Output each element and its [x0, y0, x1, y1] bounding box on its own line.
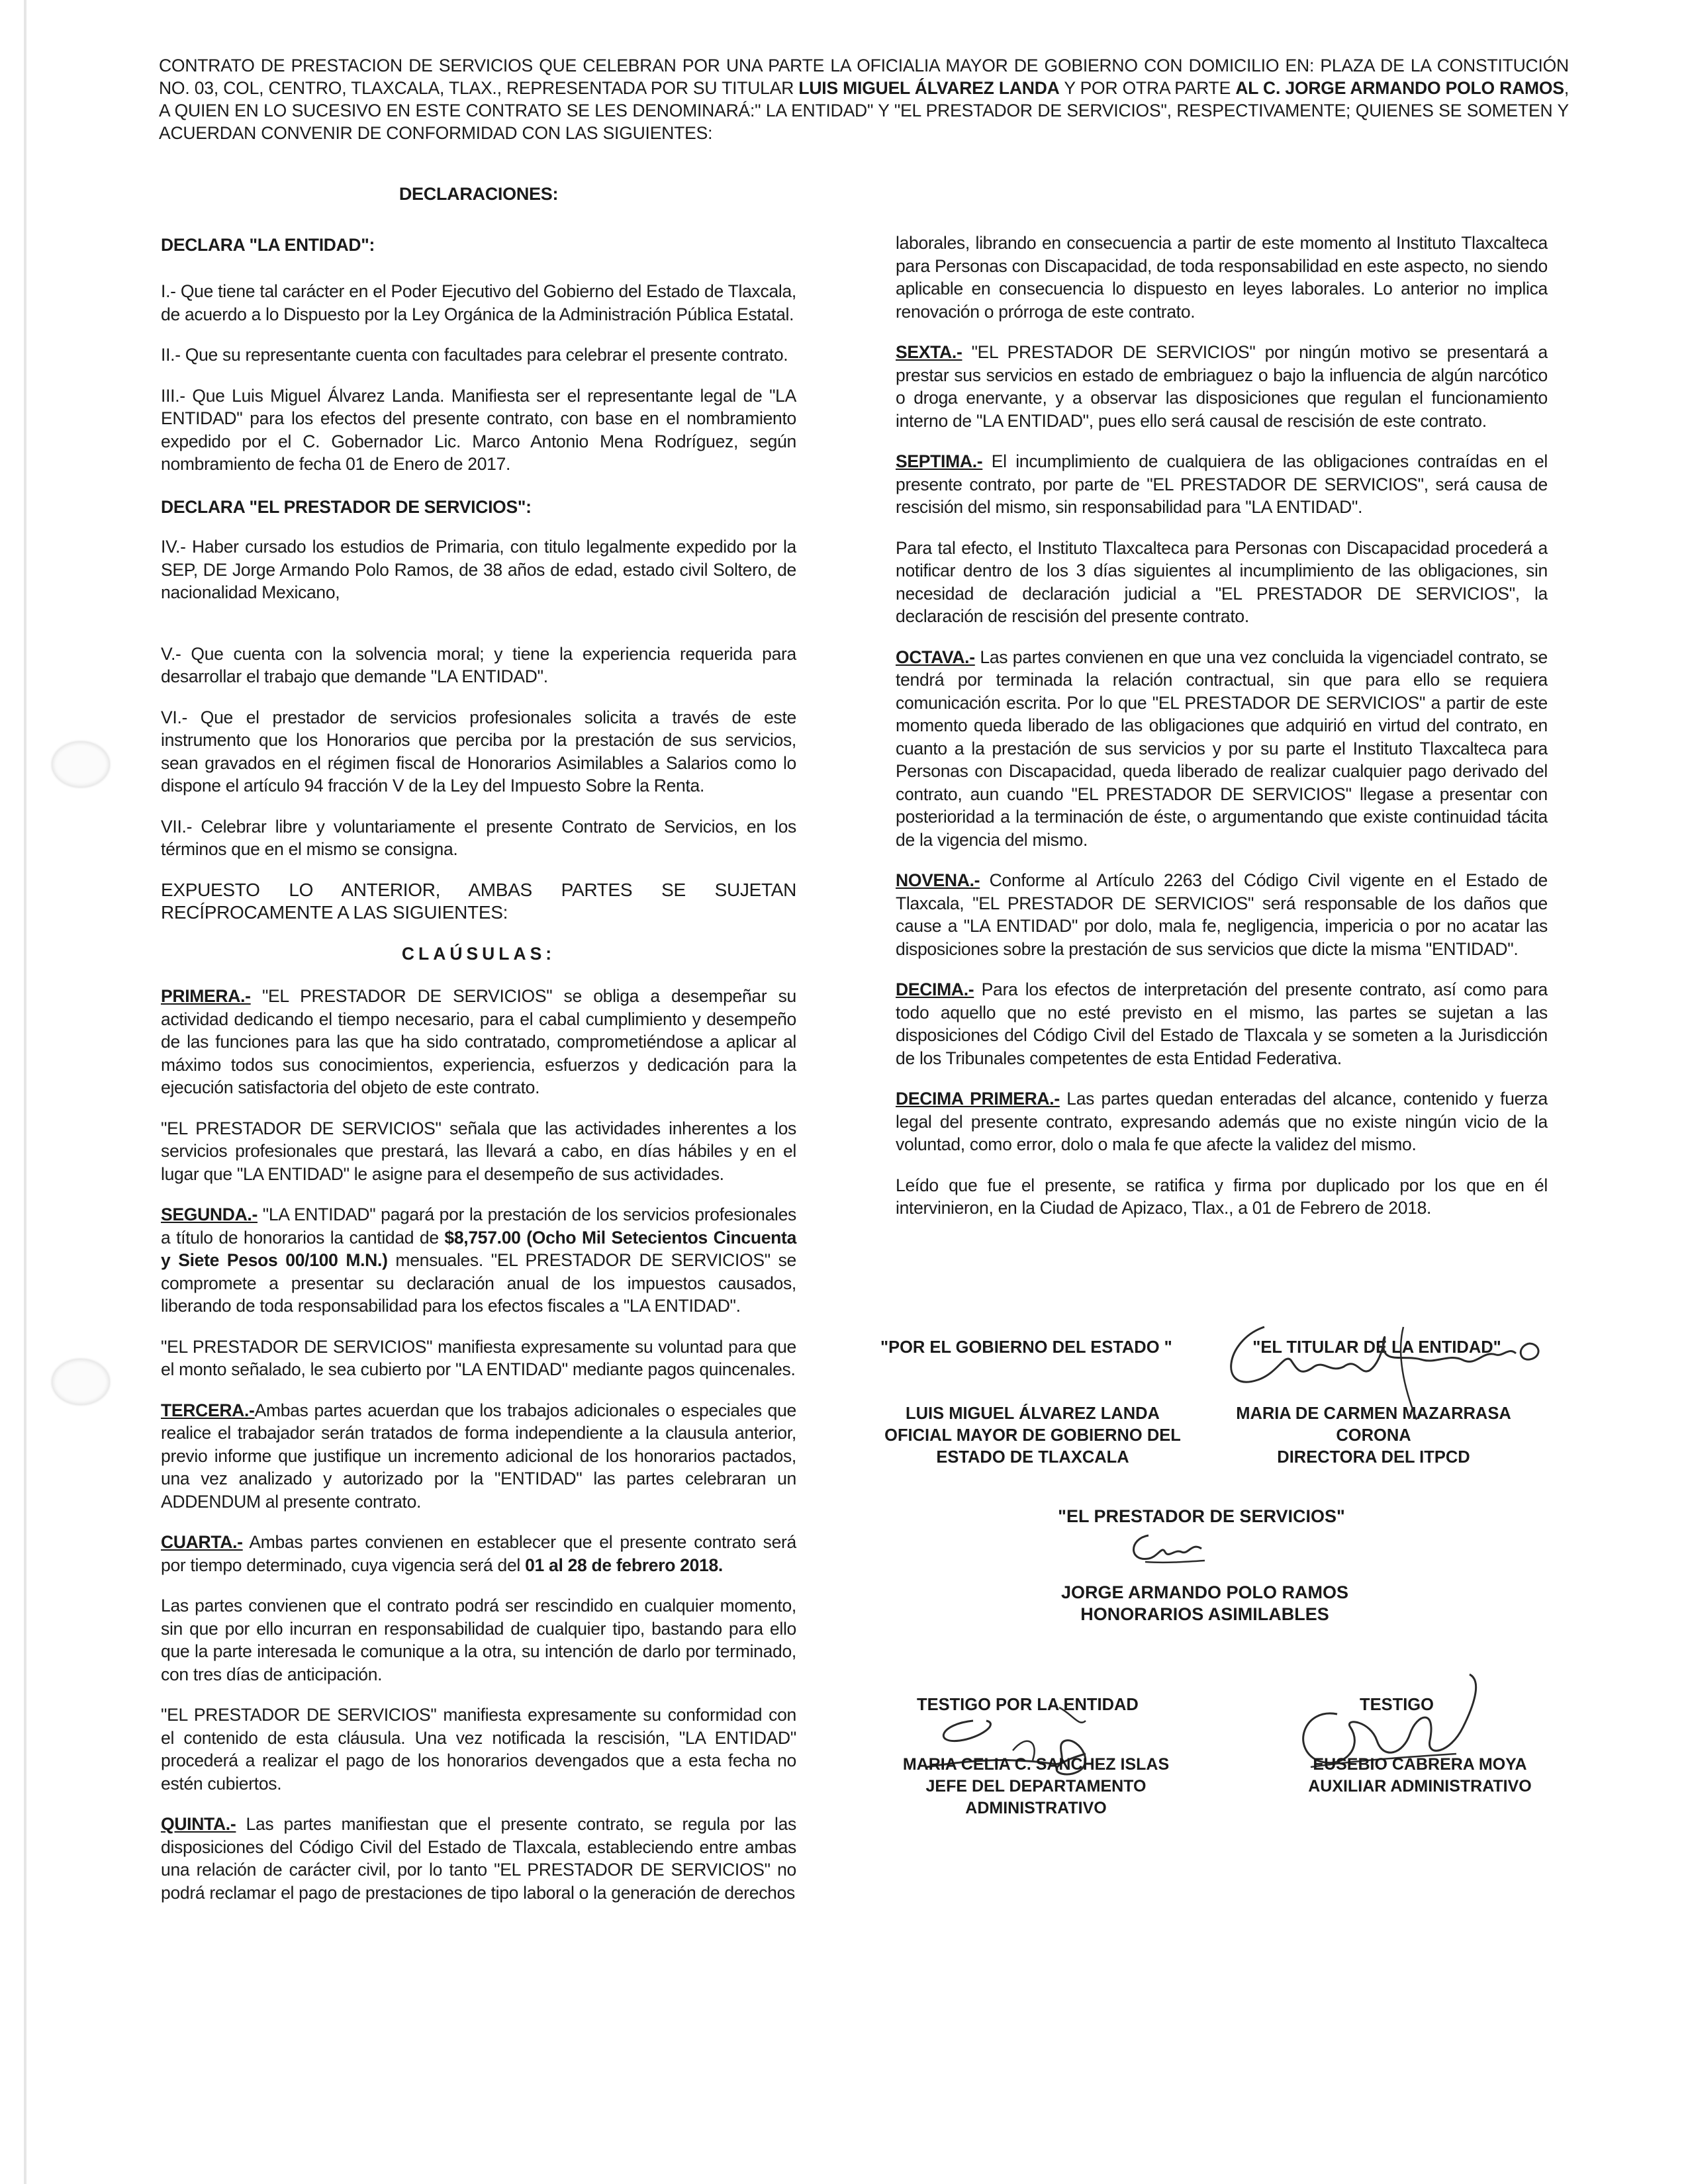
left-column [161, 183, 796, 1922]
declaraciones-title: DECLARACIONES: [399, 184, 559, 204]
testigo1-role-2: ADMINISTRATIVO [965, 1799, 1107, 1817]
gobierno-role-1: OFICIAL MAYOR DE GOBIERNO DEL [884, 1426, 1181, 1445]
titular-name-1: MARIA DE CARMEN MAZARRASA [1236, 1404, 1511, 1423]
testigo2-role: AUXILIAR ADMINISTRATIVO [1308, 1777, 1532, 1796]
signature-testigo1-block [897, 1754, 1175, 1819]
clausulas-title: CLAÚSULAS: [401, 943, 556, 964]
signature-prestador-block [1033, 1582, 1377, 1625]
clausula-segunda-2: "EL PRESTADOR DE SERVICIOS" manifiesta expresamente su voluntad para que el monto señalado, le sea cubierto por "LA ENTIDAD" mediante pagos quincenales. [161, 1336, 796, 1379]
cuarta-text-a: Ambas partes convienen en establecer que el presente contrato será por tiempo determinado, cuya vigencia será del [161, 1532, 796, 1575]
declaracion-vi: VI.- Que el prestador de servicios profesionales solicita a través de este instrumento que los Honorarios que perciba por la prestación de sus servicios, sean gravados en el régimen fiscal de Honorarios Asimilables a Salarios como lo dispone el artículo 94 fracción V de la Ley del Impuesto Sobre la Renta. [161, 707, 796, 796]
punch-hole-top [52, 741, 110, 788]
sexta-label: SEXTA.- [896, 342, 962, 362]
titular-role: DIRECTORA DEL ITPCD [1277, 1448, 1470, 1467]
clausula-sexta [896, 341, 1548, 432]
declaracion-ii: II.- Que su representante cuenta con facultades para celebrar el presente contrato. [161, 345, 788, 365]
scan-edge-shadow [24, 0, 26, 2184]
declaracion-iv: IV.- Haber cursado los estudios de Primaria, con titulo legalmente expedido por la SEP, DE Jorge Armando Polo Ramos, de 38 años de edad, estado civil Soltero, de nacionalidad Mexicano, [161, 537, 796, 602]
declaracion-vii: VII.- Celebrar libre y voluntariamente el presente Contrato de Servicios, en los términos que en el mismo se consigna. [161, 816, 796, 859]
tercera-label: TERCERA.- [161, 1400, 255, 1420]
header-titular-name: LUIS MIGUEL ÁLVAREZ LANDA [798, 78, 1060, 98]
header-prestador-name: AL C. JORGE ARMANDO POLO RAMOS [1235, 78, 1564, 98]
clausula-cuarta-3: "EL PRESTADOR DE SERVICIOS" manifiesta expresamente su conformidad con el contenido de esta cláusula. Una vez notificada la rescisión, "LA ENTIDAD" procederá a realizar el pago de los honorarios devengados que a esta fecha no estén cubiertos. [161, 1705, 796, 1794]
primera-label: PRIMERA.- [161, 986, 251, 1006]
header-text-3: , A QUIEN EN LO SUCESIVO EN ESTE CONTRATO SE LES DENOMINARÁ:" LA ENTIDAD" Y "EL PRESTADOR DE SERVICIOS", RESPECTIVAMENTE; QUIENES SE SOMETEN Y ACUERDAN CONVENIR DE CONFORMIDAD CON LAS SIGUIENTES: [159, 78, 1569, 143]
novena-text: Conforme al Artículo 2263 del Código Civil vigente en el Estado de Tlaxcala, "EL PRESTADOR DE SERVICIOS" será responsable de los daños que cause a "LA ENTIDAD" por dolo, mala fe, negligencia, impericia o por no acatar las disposiciones sobre la prestación de sus servicios que dicte la misma "ENTIDAD". [896, 870, 1548, 959]
clausula-tercera [161, 1399, 796, 1514]
decima-primera-text: Las partes quedan enteradas del alcance, contenido y fuerza legal del presente contrato, expresando además que no existe ningún vicio de la voluntad, como error, dolo o mala fe que afecte la validez del mismo. [896, 1089, 1548, 1154]
declaracion-iii: III.- Que Luis Miguel Álvarez Landa. Manifiesta ser el representante legal de "LA ENTIDAD" para los efectos del presente contrato, con base en el nombramiento expedido por el C. Gobernador Lic. Marco Antonio Mena Rodríguez, según nombramiento de fecha 01 de Enero de 2017. [161, 385, 796, 474]
prestador-role: HONORARIOS ASIMILABLES [1080, 1604, 1329, 1624]
titular-signature-scribble [1185, 1314, 1556, 1426]
header-text-1: CONTRATO DE PRESTACION DE SERVICIOS QUE CELEBRAN POR UNA PARTE LA OFICIALIA MAYOR DE GOBIERNO CON DOMICILIO EN: PLAZA DE LA CONSTITUCIÓN NO. 03, COL, CENTRO, TLAXCALA, TLAX., REPRESENTADA POR SU TITULAR [159, 56, 1569, 98]
right-column [896, 232, 1548, 1238]
signature-prestador-head: "EL PRESTADOR DE SERVICIOS" [1058, 1506, 1345, 1526]
septima-text: El incumplimiento de cualquiera de las obligaciones contraídas en el presente contrato, por parte de "EL PRESTADOR DE SERVICIOS", será causa de rescisión del mismo, sin responsabilidad para "LA ENTIDAD". [896, 451, 1548, 517]
clausula-primera [161, 985, 796, 1099]
clausula-septima-2: Para tal efecto, el Instituto Tlaxcalteca para Personas con Discapacidad procederá a notificar dentro de los 3 días siguientes al incumplimiento de las obligaciones, sin necesidad de declaración judicial a "EL PRESTADOR DE SERVICIOS", la declaración de rescisión del presente contrato. [896, 537, 1548, 626]
clausula-cuarta [161, 1531, 796, 1576]
contract-header [159, 54, 1569, 144]
titular-name-2: CORONA [1336, 1426, 1411, 1445]
signature-gobierno-head: "POR EL GOBIERNO DEL ESTADO " [880, 1338, 1172, 1357]
tercera-text: Ambas partes acuerdan que los trabajos adicionales o especiales que realice el trabajador serán tratados de forma independiente a la clausula anterior, previo informe que justifique un incremento adicional de los honorarios pactados, una vez analizado y autorizado por la "ENTIDAD" las partes celebraran un ADDENDUM al presente contrato. [161, 1400, 796, 1512]
clausula-segunda [161, 1203, 796, 1318]
declaracion-v: V.- Que cuenta con la solvencia moral; y tiene la experiencia requerida para desarrollar el trabajo que demande "LA ENTIDAD". [161, 643, 796, 686]
segunda-label: SEGUNDA.- [161, 1205, 258, 1224]
decima-text: Para los efectos de interpretación del presente contrato, así como para todo aquello que no esté previsto en el mismo, las partes se sujetan a las disposiciones del Código Civil del Estado de Tlaxcala y se someten a la Jurisdicción de los Tribunales competentes de esta Entidad Federativa. [896, 979, 1548, 1068]
testigo1-role-1: JEFE DEL DEPARTAMENTO [925, 1777, 1147, 1796]
segunda-text-b: mensuales. "EL PRESTADOR DE SERVICIOS" se compromete a presentar su declaración anual de los impuestos causados, liberando de toda responsabilidad para los efectos fiscales a "LA ENTIDAD". [161, 1250, 796, 1316]
gobierno-name: LUIS MIGUEL ÁLVAREZ LANDA [906, 1404, 1160, 1423]
primera-text: "EL PRESTADOR DE SERVICIOS" se obliga a desempeñar su actividad dedicando el tiempo necesario, para el cabal cumplimiento y desempeño de las funciones para las que ha sido contratado, comprometiéndose a aplicar al máximo todos sus conocimientos, experiencia, esfuerzos y dedicación para la ejecución satisfactoria del objeto de este contrato. [161, 986, 796, 1097]
leido-paragraph: Leído que fue el presente, se ratifica y firma por duplicado por los que en él intervinieron, en la Ciudad de Apizaco, Tlax., a 01 de Febrero de 2018. [896, 1175, 1548, 1218]
signature-testigo2-block [1288, 1754, 1552, 1797]
clausula-octava [896, 646, 1548, 852]
testigo1-name: MARIA CELIA C. SANCHEZ ISLAS [902, 1755, 1170, 1774]
clausula-quinta [161, 1813, 796, 1904]
expuesto-text: EXPUESTO LO ANTERIOR, AMBAS PARTES SE SUJETAN RECÍPROCAMENTE A LAS SIGUIENTES: [161, 879, 796, 923]
declara-entidad-heading: DECLARA "LA ENTIDAD": [161, 234, 375, 255]
declaracion-i: I.- Que tiene tal carácter en el Poder Ejecutivo del Gobierno del Estado de Tlaxcala, de acuerdo a lo Dispuesto por la Ley Orgánica de la Administración Pública Estatal. [161, 281, 796, 324]
segunda-amount: $8,757.00 (Ocho Mil Setecientos Cincuenta y Siete Pesos 00/100 M.N.) [161, 1227, 797, 1270]
clausula-quinta-cont: laborales, librando en consecuencia a partir de este momento al Instituto Tlaxcalteca para Personas con Discapacidad, de toda responsabilidad en este aspecto, no siendo aplicable en consecuencia lo dispuesto en leyes laborales. Lo anterior no implica renovación o prórroga de este contrato. [896, 233, 1548, 322]
clausula-decima [896, 978, 1548, 1069]
octava-text: Las partes convienen en que una vez concluida la vigenciadel contrato, se tendrá por terminada la relación contractual, sin que para ello se requiera comunicación escrita. Por lo que "EL PRESTADOR DE SERVICIOS" a partir de este momento queda liberado de las obligaciones que adquirió en virtud del contrato, en cuanto a la prestación de sus servicios y por su parte el Instituto Tlaxcalteca para Personas con Discapacidad, queda liberado de realizar cualquier pago derivado del contrato, aun cuando "EL PRESTADOR DE SERVICIOS" llegase a presentar con posterioridad a la terminación de éste, o argumentando que existe continuidad tácita de la vigencia del mismo. [896, 647, 1548, 850]
declara-prestador-heading: DECLARA "EL PRESTADOR DE SERVICIOS": [161, 496, 532, 517]
prestador-name: JORGE ARMANDO POLO RAMOS [1060, 1582, 1349, 1602]
clausula-decima-primera [896, 1087, 1548, 1156]
signature-testigo1-head: TESTIGO POR LA ENTIDAD [917, 1696, 1139, 1714]
segunda-text-a: "LA ENTIDAD" pagará por la prestación de los servicios profesionales a título de honorarios la cantidad de [161, 1205, 796, 1248]
clausula-cuarta-2: Las partes convienen que el contrato podrá ser rescindido en cualquier momento, sin que por ello incurran en responsabilidad de cualquier tipo, bastando para ello que la parte interesada le comunique a la otra, su intención de darlo por terminado, con tres días de anticipación. [161, 1596, 796, 1684]
clausula-primera-2: "EL PRESTADOR DE SERVICIOS" señala que las actividades inherentes a los servicios profesionales que prestará, las llevará a cabo, en días hábiles y en el lugar que "LA ENTIDAD" le asigne para el desempeño de sus actividades. [161, 1118, 796, 1184]
novena-label: NOVENA.- [896, 870, 980, 890]
signature-gobierno-block [867, 1403, 1198, 1469]
clausula-septima [896, 450, 1548, 519]
septima-label: SEPTIMA.- [896, 451, 983, 471]
cuarta-dates: 01 al 28 de febrero 2018. [525, 1555, 723, 1575]
sexta-text: "EL PRESTADOR DE SERVICIOS" por ningún motivo se presentará a prestar sus servicios en estado de embriaguez o bajo la influencia de algún narcótico o droga enervante, y a observar las disposiciones que regulan el funcionamiento interno de "LA ENTIDAD", pues ello será causal de rescisión de este contrato. [896, 342, 1548, 431]
clausula-novena [896, 869, 1548, 960]
signature-titular-head: "EL TITULAR DE LA ENTIDAD" [1252, 1338, 1501, 1357]
octava-label: OCTAVA.- [896, 647, 975, 667]
header-text-2: Y POR OTRA PARTE [1059, 78, 1236, 98]
punch-hole-bottom [52, 1359, 110, 1405]
prestador-signature-scribble [1119, 1522, 1218, 1575]
decima-label: DECIMA.- [896, 979, 974, 999]
testigo2-name: EUSEBIO CABRERA MOYA [1313, 1755, 1527, 1774]
quinta-text: Las partes manifiestan que el presente contrato, se regula por las disposiciones del Código Civil del Estado de Tlaxcala, estableciendo entre ambas una relación de carácter civil, por lo tanto "EL PRESTADOR DE SERVICIOS" no podrá reclamar el pago de prestaciones de tipo laboral o la generación de derechos [161, 1814, 796, 1903]
decima-primera-label: DECIMA PRIMERA.- [896, 1089, 1060, 1109]
gobierno-role-2: ESTADO DE TLAXCALA [936, 1448, 1129, 1467]
cuarta-label: CUARTA.- [161, 1532, 243, 1552]
signature-testigo2-head: TESTIGO [1360, 1696, 1434, 1714]
quinta-label: QUINTA.- [161, 1814, 236, 1834]
